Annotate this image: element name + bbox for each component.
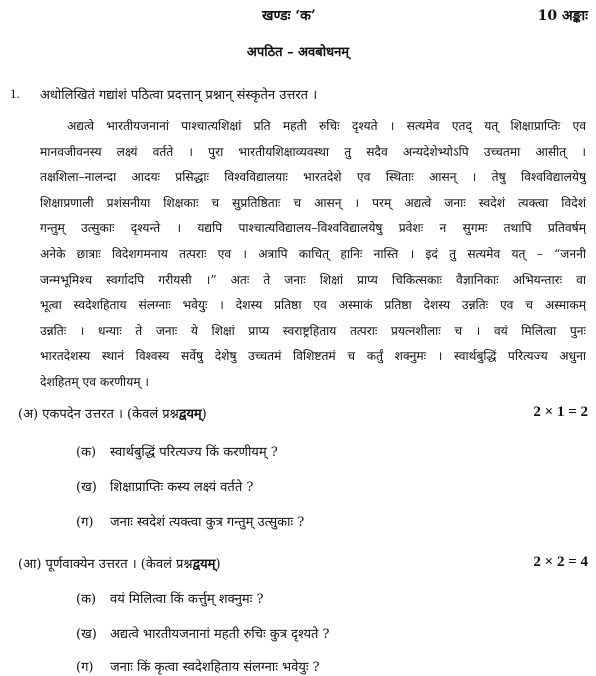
question-text: स्वार्थबुद्धिं परित्यज्य किं करणीयम् ? xyxy=(110,445,278,460)
passage-line: तक्षशिला–नालन्दा आदयः प्रसिद्धाः विश्वविद्यालयाः भारतदेशे एव स्थिताः आसन् । तेषु विश्वविद्यालयेषु xyxy=(40,170,586,185)
part-a-marks: 2 × 1 = 2 xyxy=(533,404,588,420)
part-b-question-kha xyxy=(76,624,330,642)
part-b-question-ga xyxy=(76,657,320,675)
passage-line: जन्मभूमिश्च स्वर्गादपि गरीयसी ।” अतः ते जनाः शिक्षां प्राप्य चिकित्सकाः वैज्ञानिकाः अभियन्तारः वा xyxy=(40,272,586,287)
part-b-marks: 2 × 2 = 4 xyxy=(533,554,588,570)
section-subtitle: अपठित – अवबोधनम् xyxy=(246,45,350,60)
passage-line: अद्यत्वे भारतीयजनानां पाश्चात्यशिक्षां प्रति महती रुचिः दृश्यते । सत्यमेव एतद् यत् शिक्षाप्राप्तिः एव xyxy=(67,119,586,133)
passage xyxy=(40,114,586,396)
passage-line: अनेके छात्राः विदेशगमनाय तत्पराः एव । अत्रापि काचित् हानिः नास्ति । इदं तु सत्यमेव यत् – “जननी xyxy=(40,246,586,261)
question-label: (ग) xyxy=(76,515,94,530)
passage-line: भारतदेशस्य स्थानं विश्वस्य सर्वेषु देशेषु उच्चतमं विशिष्टतमं च कर्तुं शक्नुमः । स्वार्थबुद्धिं परित्यज्य अधुना xyxy=(40,349,586,364)
question-label: (क) xyxy=(76,445,97,460)
part-b-question-ka xyxy=(76,589,263,607)
section-marks: 10 अङ्काः xyxy=(537,8,588,24)
question-label: (ख) xyxy=(76,627,97,642)
question-instruction: अधोलिखितं गद्यांशं पठित्वा प्रदत्तान् प्रश्नान् संस्कृतेन उत्तरत । xyxy=(40,88,318,103)
question-label: (ख) xyxy=(76,480,97,495)
question-text: जनाः किं कृत्वा स्वदेशहिताय संलग्नाः भवेयुः ? xyxy=(110,660,320,675)
passage-line: उन्नतिः । धन्याः ते जनाः ये शिक्षां प्राप्य स्वराष्ट्रहिताय तत्पराः प्रयत्नशीलाः च । वयं मिलित्वा पुनः xyxy=(40,323,586,338)
question-label: (क) xyxy=(76,592,97,607)
part-a-question-kha xyxy=(76,477,253,495)
part-a-question-ka xyxy=(76,442,278,460)
part-a-instruction: (अ) एकपदेन उत्तरत । (केवलं प्रश्नद्वयम्) xyxy=(18,407,207,422)
question-label: (ग) xyxy=(76,660,94,675)
passage-line: गन्तुम् उत्सुकाः दृश्यन्ते । यद्यपि पाश्चात्यविद्यालय–विश्वविद्यालयेषु प्रवेशः न सुगमः तथापि प्रतिवर्षम् xyxy=(40,221,586,236)
part-b-emphasis: द्वयम् xyxy=(192,557,216,572)
part-a-header xyxy=(18,404,588,426)
passage-line: मानवजीवनस्य लक्ष्यं वर्तते । पुरा भारतीयशिक्षाव्यवस्था तु सदैव अन्यदेशेभ्योऽपि उच्चतमा आसीत् । xyxy=(40,144,586,159)
question-text: शिक्षाप्राप्तिः कस्य लक्ष्यं वर्तते ? xyxy=(110,480,254,495)
part-a-emphasis: द्वयम् xyxy=(178,407,202,422)
question-text: वयं मिलित्वा किं कर्त्तुम् शक्नुमः ? xyxy=(110,592,264,607)
question-text: अद्यत्वे भारतीयजनानां महती रुचिः कुत्र दृश्यते ? xyxy=(110,627,330,642)
question-number: 1. xyxy=(10,86,20,101)
passage-line: भूत्वा स्वदेशहिताय संलग्नाः भवेयुः । देशस्य प्रतिष्ठा एव अस्माकं प्रतिष्ठा देशस्य उन्नतिः एव च अस्माकम् xyxy=(40,298,586,313)
section-title: खण्डः ‘क’ xyxy=(262,8,316,24)
section-header xyxy=(0,6,596,30)
question-text: जनाः स्वदेशं त्यक्त्वा कुत्र गन्तुम् उत्सुकाः ? xyxy=(110,515,305,530)
passage-line: देशहितम् एव करणीयम् । xyxy=(40,374,150,389)
part-b-instruction: (आ) पूर्णवाक्येन उत्तरत । (केवलं प्रश्नद्वयम्) xyxy=(18,557,221,572)
passage-line: शिक्षाप्रणाली प्रशंसनीया शिक्षकाः च सुप्रतिष्ठिताः च आसन् । परम् अद्यत्वे जनाः स्वदेशं त्यक्त्वा विदेशं xyxy=(40,195,586,210)
part-a-question-ga xyxy=(76,512,304,530)
part-b-header xyxy=(18,554,588,576)
